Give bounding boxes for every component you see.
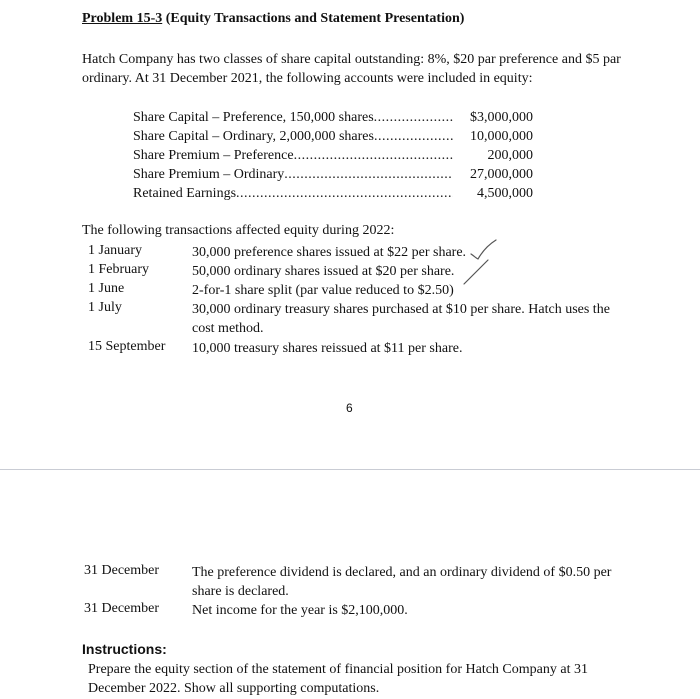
equity-accounts-list bbox=[133, 108, 533, 203]
account-row bbox=[133, 108, 533, 127]
leader-dots bbox=[236, 184, 453, 203]
account-amount: 27,000,000 bbox=[470, 167, 533, 182]
transaction-text: Net income for the year is $2,100,000. bbox=[192, 603, 408, 618]
intro-paragraph: Hatch Company has two classes of share capital outstanding: 8%, $20 par preference and $5 par ordinary. At 31 December 2021, the following accounts were included in equity: bbox=[82, 52, 621, 86]
page-divider bbox=[0, 469, 700, 470]
transaction-text: 50,000 ordinary shares issued at $20 per share. bbox=[192, 264, 455, 279]
transaction-text: 10,000 treasury shares reissued at $11 per share. bbox=[192, 341, 463, 356]
transaction-text: 2-for-1 share split (par value reduced to $2.50) bbox=[192, 283, 454, 298]
account-label: Share Capital – Ordinary, 2,000,000 shares bbox=[133, 129, 374, 144]
transaction-date: 1 February bbox=[88, 262, 150, 277]
transactions-heading: The following transactions affected equity during 2022: bbox=[82, 223, 395, 238]
leader-dots bbox=[374, 108, 453, 127]
account-label: Share Premium – Preference bbox=[133, 148, 294, 163]
account-row bbox=[133, 184, 533, 203]
problem-title bbox=[82, 11, 464, 27]
account-label: Retained Earnings bbox=[133, 186, 237, 201]
transaction-date: 1 June bbox=[88, 281, 125, 296]
problem-code: Problem 15-3 bbox=[82, 11, 163, 26]
account-row bbox=[133, 127, 533, 146]
transaction-text: The preference dividend is declared, and an ordinary dividend of $0.50 per share is declared. bbox=[192, 565, 612, 599]
pen-stroke-icon bbox=[462, 258, 492, 288]
transaction-date: 15 September bbox=[88, 339, 166, 354]
transaction-date: 1 January bbox=[88, 243, 143, 258]
transaction-text: 30,000 preference shares issued at $22 per share. bbox=[192, 245, 467, 260]
leader-dots bbox=[284, 165, 453, 184]
instructions-heading: Instructions: bbox=[82, 641, 167, 657]
instructions-text: Prepare the equity section of the statement of financial position for Hatch Company at 31 December 2022. Show all supporting computations. bbox=[88, 662, 588, 696]
page-number: 6 bbox=[346, 401, 353, 415]
account-label: Share Premium – Ordinary bbox=[133, 167, 285, 182]
transaction-date: 31 December bbox=[84, 601, 160, 616]
account-amount: 10,000,000 bbox=[470, 129, 533, 144]
account-label: Share Capital – Preference, 150,000 shares bbox=[133, 110, 374, 125]
account-amount: $3,000,000 bbox=[470, 110, 533, 125]
transaction-date: 31 December bbox=[84, 563, 160, 578]
transaction-text: 30,000 ordinary treasury shares purchased at $10 per share. Hatch uses the cost method. bbox=[192, 302, 610, 336]
account-amount: 4,500,000 bbox=[477, 186, 533, 201]
account-row bbox=[133, 146, 533, 165]
leader-dots bbox=[294, 146, 453, 165]
transaction-date: 1 July bbox=[88, 300, 122, 315]
account-amount: 200,000 bbox=[487, 148, 533, 163]
leader-dots bbox=[374, 127, 453, 146]
account-row bbox=[133, 165, 533, 184]
problem-subtitle: (Equity Transactions and Statement Presentation) bbox=[165, 11, 465, 26]
